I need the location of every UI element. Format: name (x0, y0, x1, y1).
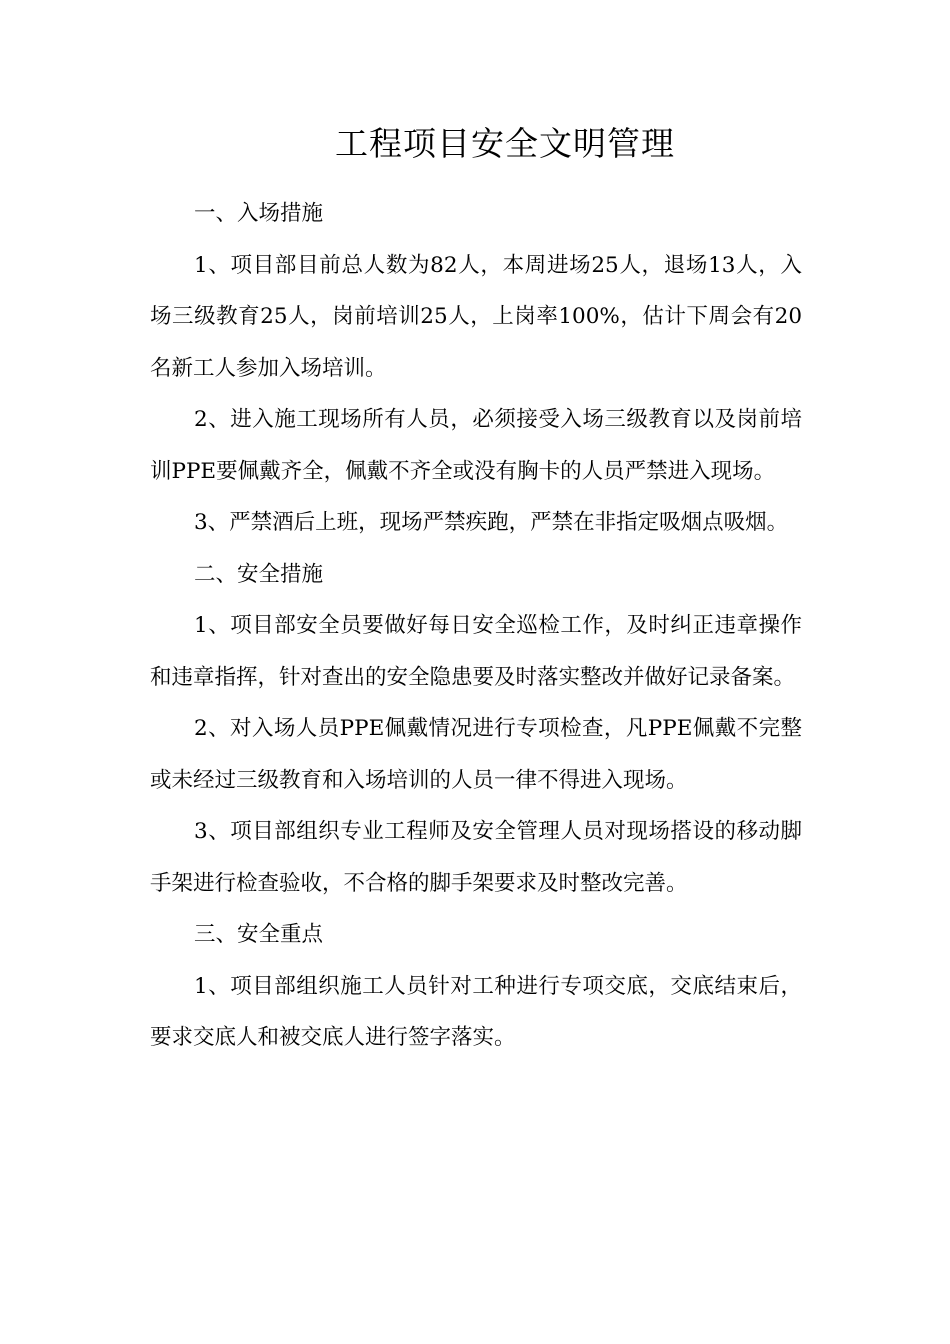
document-title: 工程项目安全文明管理 (335, 124, 675, 163)
paragraph-safety-2: 2、对入场人员PPE佩戴情况进行专项检查，凡PPE佩戴不完整或未经过三级教育和入场培训的人员一律不得进入现场。 (150, 716, 802, 793)
section-heading-safety-measures: 二、安全措施 (194, 561, 324, 587)
paragraph-entry-2: 2、进入施工现场所有人员，必须接受入场三级教育以及岗前培训PPE要佩戴齐全，佩戴不齐全或没有胸卡的人员严禁进入现场。 (150, 407, 802, 484)
paragraph-entry-3: 3、严禁酒后上班，现场严禁疾跑，严禁在非指定吸烟点吸烟。 (194, 510, 789, 535)
document-body (150, 188, 802, 1064)
paragraph-focus-1: 1、项目部组织施工人员针对工种进行专项交底，交底结束后，要求交底人和被交底人进行签字落实。 (150, 973, 802, 1050)
paragraph-safety-1: 1、项目部安全员要做好每日安全巡检工作，及时纠正违章操作和违章指挥，针对查出的安全隐患要及时落实整改并做好记录备案。 (150, 613, 802, 690)
paragraph-safety-3: 3、项目部组织专业工程师及安全管理人员对现场搭设的移动脚手架进行检查验收，不合格的脚手架要求及时整改完善。 (150, 819, 802, 896)
paragraph-entry-1: 1、项目部目前总人数为82人，本周进场25人，退场13人，入场三级教育25人，岗前培训25人，上岗率100%，估计下周会有20名新工人参加入场培训。 (150, 252, 802, 381)
section-heading-entry-measures: 一、入场措施 (194, 201, 324, 226)
section-heading-safety-focus: 三、安全重点 (194, 922, 324, 947)
